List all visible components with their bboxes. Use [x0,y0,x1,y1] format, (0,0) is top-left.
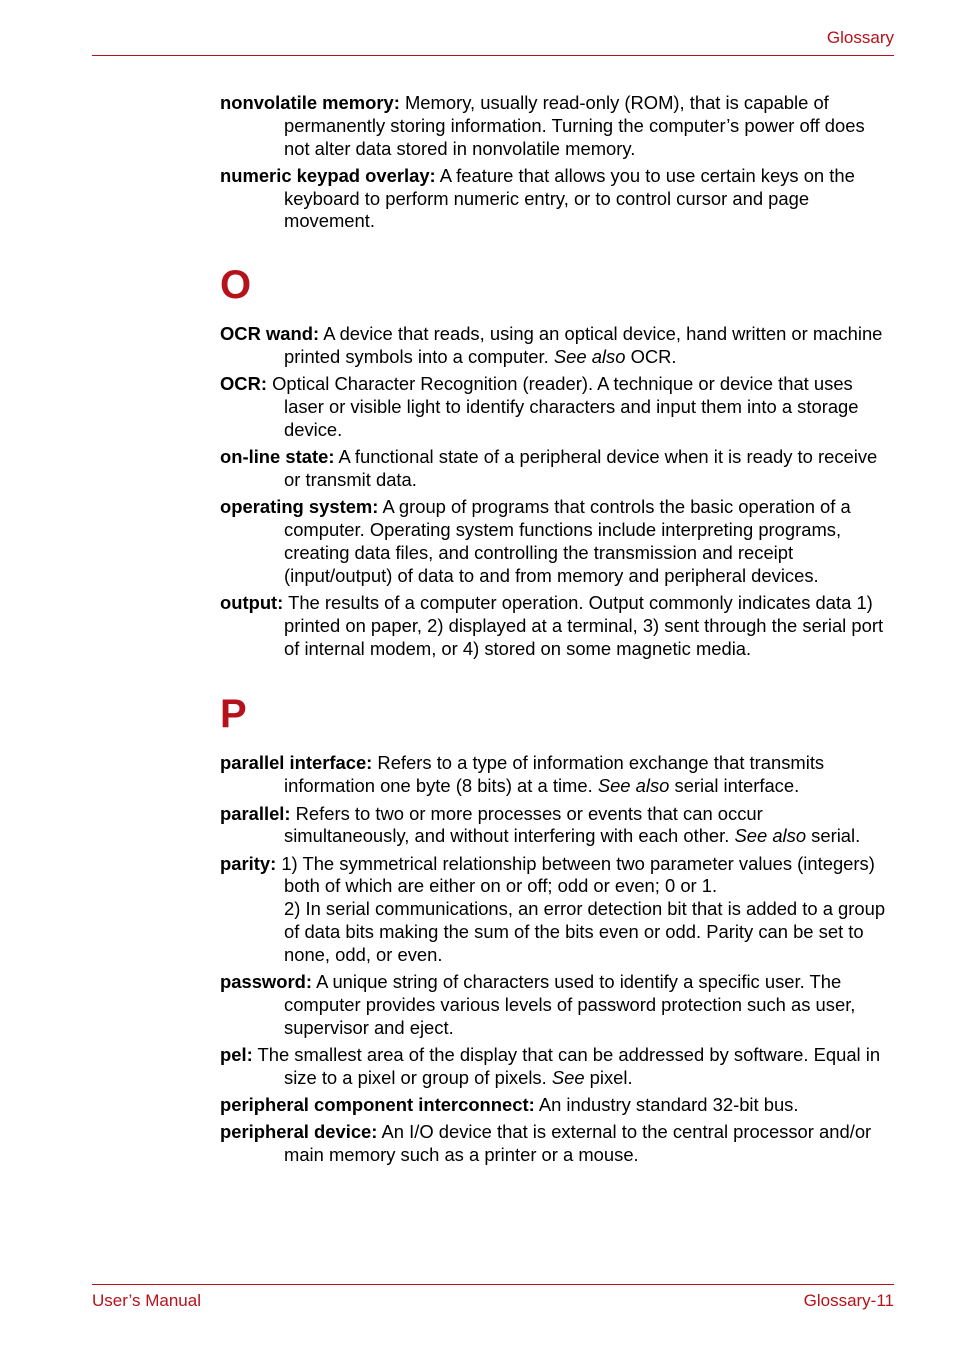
entry-term: peripheral device: [220,1121,378,1143]
entry-definition: A device that reads, using an optical device, hand written or machine printed symbols into a computer. [284,323,883,368]
footer-manual-title: User’s Manual [92,1291,201,1310]
entry-definition: A feature that allows you to use certain keys on the keyboard to perform numeric entry, or to control cursor and page movement. [284,164,855,232]
see-also-reference: See also [734,825,807,847]
entry-term: password: [220,971,312,993]
entry-term: numeric keypad overlay: [220,164,436,186]
section-letter-o: O [220,263,252,308]
glossary-entry [220,1121,892,1167]
glossary-entry [220,752,892,798]
glossary-entry [220,496,892,587]
glossary-entry [220,373,892,441]
entry-definition-tail: serial interface. [669,775,800,797]
glossary-entry [220,971,892,1039]
glossary-entry [220,1044,892,1090]
entry-term: parallel: [220,802,291,824]
glossary-entry [220,803,892,849]
entry-term: nonvolatile memory: [220,92,400,113]
entry-term: parallel interface: [220,752,373,774]
glossary-entry [220,165,892,233]
entry-definition-tail: pixel. [584,1066,633,1088]
header-title: Glossary [826,28,894,47]
glossary-entry [220,853,892,967]
see-reference: See [551,1066,585,1088]
entry-definition: An I/O device that is external to the central processor and/or main memory such as a printer or a mouse. [284,1121,872,1166]
glossary-entry [220,323,892,369]
entry-definition-tail: OCR. [625,346,677,368]
entry-definition: A group of programs that controls the basic operation of a computer. Operating system functions include interpreting programs, creating data files, and controlling the transmission and receipt (input/output) of data to and from memory and peripheral devices. [284,496,851,586]
entry-definition: An industry standard 32-bit bus. [534,1094,799,1116]
entry-term: on-line state: [220,446,335,468]
entry-term: parity: [220,852,277,874]
footer-rule [92,1284,894,1285]
entry-definition: The smallest area of the display that can be addressed by software. Equal in size to a pixel or group of pixels. [252,1044,881,1088]
entry-term: peripheral component interconnect: [220,1094,535,1116]
entry-definition: Refers to two or more processes or events that can occur simultaneously, and without interfering with each other. [284,802,763,847]
entry-definition-continued: 2) In serial communications, an error detection bit that is added to a group of data bits making the sum of the bits even or odd. Parity can be set to none, odd, or even. [284,898,886,965]
glossary-entry [220,446,892,492]
section-letter-p: P [220,692,247,737]
entry-definition: 1) The symmetrical relationship between two parameter values (integers) both of which are either on or off; odd or even; 0 or 1. [276,852,875,897]
see-also-reference: See also [597,775,670,797]
entry-definition: A functional state of a peripheral device when it is ready to receive or transmit data. [284,446,878,491]
entry-definition: Optical Character Recognition (reader). A technique or device that uses laser or visible light to identify characters and input them into a storage device. [267,373,859,440]
footer-page-number: Glossary-11 [803,1291,894,1310]
entry-term: OCR wand: [220,323,320,345]
entry-definition: A unique string of characters used to identify a specific user. The computer provides various levels of password protection such as user, supervisor and eject. [284,971,856,1038]
header-rule [92,55,894,56]
glossary-content [220,92,892,1171]
glossary-entry [220,1094,892,1117]
entry-definition: Memory, usually read-only (ROM), that is capable of permanently storing information. Turning the computer’s power off does not alter data stored in nonvolatile memory. [284,92,865,159]
entry-definition-tail: serial. [806,825,861,847]
entry-term: operating system: [220,496,379,518]
see-also-reference: See also [553,346,626,368]
entry-term: OCR: [220,373,267,395]
glossary-entry [220,592,892,660]
entry-term: output: [220,592,284,614]
entry-definition: Refers to a type of information exchange that transmits information one byte (8 bits) at a time. [284,752,825,797]
glossary-entry [220,92,892,160]
entry-term: pel: [220,1044,253,1065]
entry-definition: The results of a computer operation. Output commonly indicates data 1) printed on paper, 2) displayed at a terminal, 3) sent through the serial port of internal modem, or 4) stored on some magnetic media. [283,592,884,659]
